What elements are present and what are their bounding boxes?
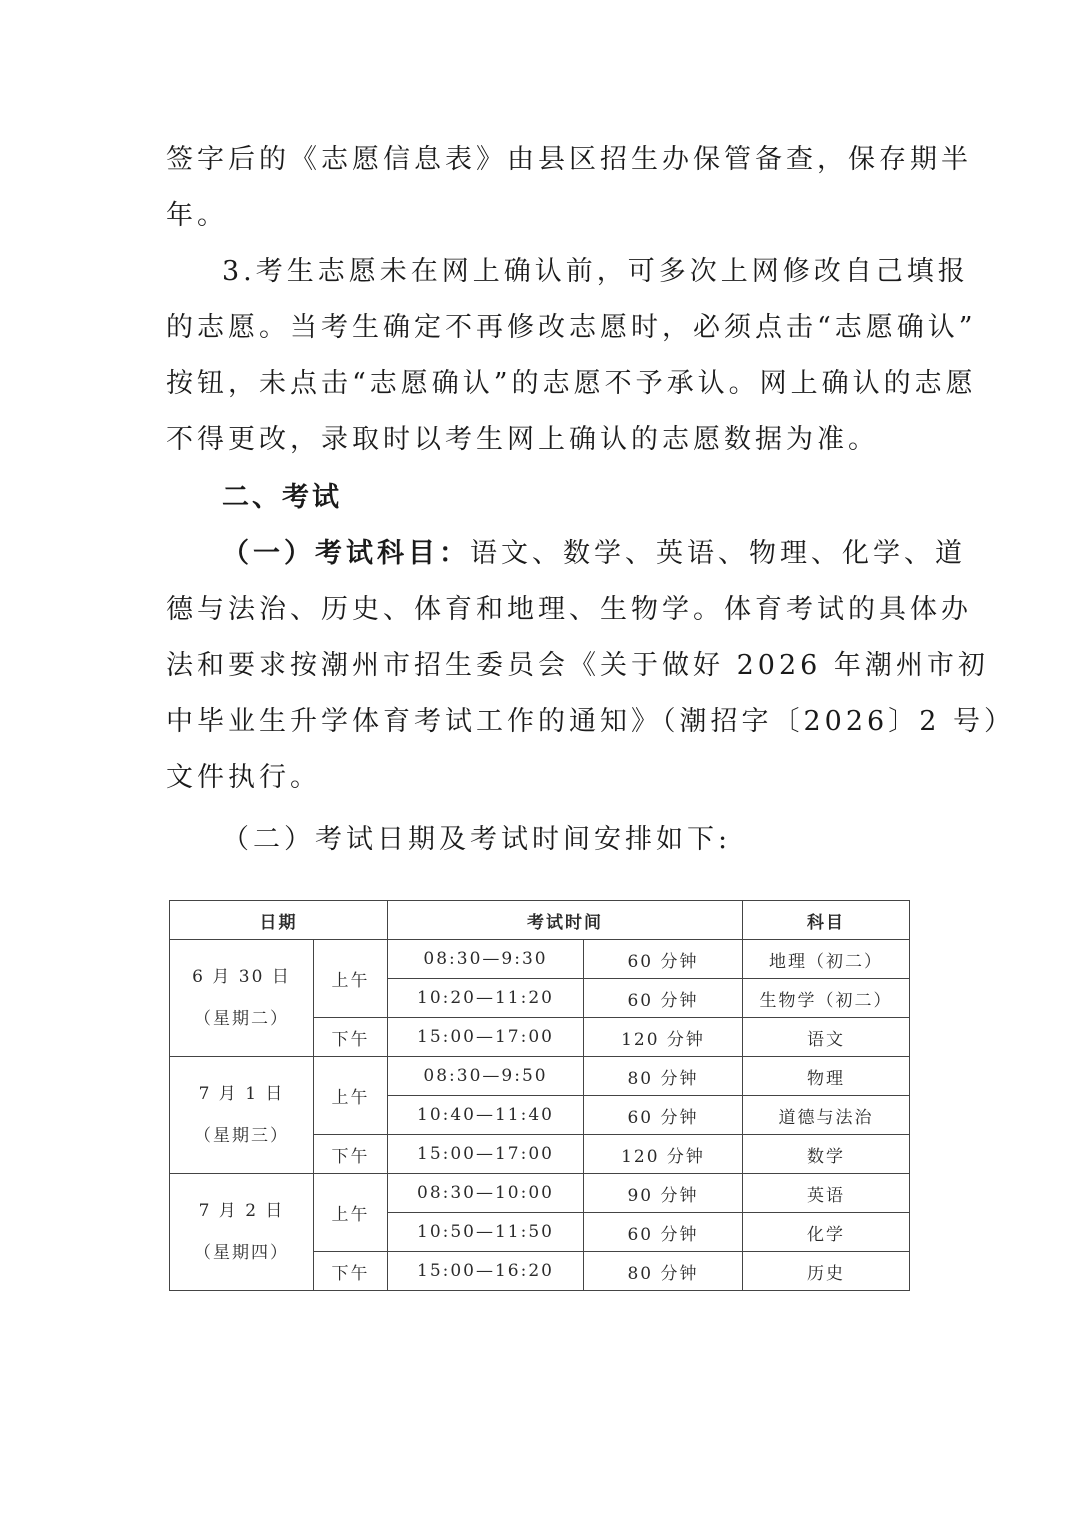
time-cell: 15:00—17:00	[388, 1018, 584, 1057]
duration-cell: 60 分钟	[584, 940, 743, 979]
section-heading: 二、考试	[222, 482, 342, 513]
subject-paragraph-line: 法和要求按潮州市招生委员会《关于做好 2026 年潮州市初	[166, 650, 989, 681]
paragraph-line: 的志愿。当考生确定不再修改志愿时，必须点击“志愿确认”	[166, 312, 977, 343]
duration-cell: 120 分钟	[584, 1135, 743, 1174]
paragraph-line: 不得更改，录取时以考生网上确认的志愿数据为准。	[166, 424, 879, 455]
subject-label: （一）考试科目：	[222, 538, 470, 569]
date-cell	[170, 940, 314, 1057]
date-cell	[170, 1057, 314, 1174]
table-row	[170, 1174, 910, 1213]
subject-cell: 化学	[743, 1213, 910, 1252]
duration-cell: 90 分钟	[584, 1174, 743, 1213]
subject-cell: 物理	[743, 1057, 910, 1096]
time-cell: 15:00—17:00	[388, 1135, 584, 1174]
time-cell: 15:00—16:20	[388, 1252, 584, 1291]
date-text: 6 月 30 日	[192, 967, 291, 987]
date-cell	[170, 1174, 314, 1291]
subject-cell: 历史	[743, 1252, 910, 1291]
paragraph-line: 3.考生志愿未在网上确认前，可多次上网修改自己填报	[222, 256, 969, 287]
time-cell: 08:30—10:00	[388, 1174, 584, 1213]
subject-cell: 语文	[743, 1018, 910, 1057]
duration-cell: 80 分钟	[584, 1252, 743, 1291]
header-subject: 科目	[743, 901, 910, 940]
period-cell: 上午	[314, 940, 388, 1018]
subject-paragraph-line	[222, 536, 966, 572]
weekday-text: （星期四）	[194, 1243, 289, 1263]
subject-cell: 道德与法治	[743, 1096, 910, 1135]
paragraph-line: 年。	[166, 200, 228, 231]
period-cell: 上午	[314, 1174, 388, 1252]
duration-cell: 80 分钟	[584, 1057, 743, 1096]
subject-cell: 生物学（初二）	[743, 979, 910, 1018]
weekday-text: （星期二）	[194, 1009, 289, 1029]
header-time: 考试时间	[388, 901, 743, 940]
paragraph-line: 按钮，未点击“志愿确认”的志愿不予承认。网上确认的志愿	[166, 368, 977, 399]
subject-paragraph-line: 中毕业生升学体育考试工作的通知》（潮招字〔2026〕2 号）	[166, 706, 1015, 737]
subject-paragraph-line: 文件执行。	[166, 762, 321, 793]
time-cell: 10:20—11:20	[388, 979, 584, 1018]
date-text: 7 月 2 日	[198, 1201, 285, 1221]
duration-cell: 60 分钟	[584, 1213, 743, 1252]
table-row	[170, 940, 910, 979]
period-cell: 下午	[314, 1018, 388, 1057]
exam-schedule-table	[169, 900, 910, 1291]
weekday-text: （星期三）	[194, 1126, 289, 1146]
header-date: 日期	[170, 901, 388, 940]
duration-cell: 120 分钟	[584, 1018, 743, 1057]
table-row	[170, 1057, 910, 1096]
period-cell: 下午	[314, 1135, 388, 1174]
paragraph-line: 签字后的《志愿信息表》由县区招生办保管备查，保存期半	[166, 144, 972, 175]
subject-cell: 英语	[743, 1174, 910, 1213]
date-text: 7 月 1 日	[198, 1084, 285, 1104]
time-cell: 08:30—9:30	[388, 940, 584, 979]
subject-list: 语文、数学、英语、物理、化学、道	[470, 538, 966, 569]
period-cell: 下午	[314, 1252, 388, 1291]
period-cell: 上午	[314, 1057, 388, 1135]
table-header-row	[170, 901, 910, 940]
subject-cell: 地理（初二）	[743, 940, 910, 979]
duration-cell: 60 分钟	[584, 979, 743, 1018]
time-cell: 10:50—11:50	[388, 1213, 584, 1252]
subject-paragraph-line: 德与法治、历史、体育和地理、生物学。体育考试的具体办	[166, 594, 972, 625]
time-cell: 10:40—11:40	[388, 1096, 584, 1135]
duration-cell: 60 分钟	[584, 1096, 743, 1135]
schedule-intro: （二）考试日期及考试时间安排如下:	[222, 824, 732, 855]
time-cell: 08:30—9:50	[388, 1057, 584, 1096]
subject-cell: 数学	[743, 1135, 910, 1174]
